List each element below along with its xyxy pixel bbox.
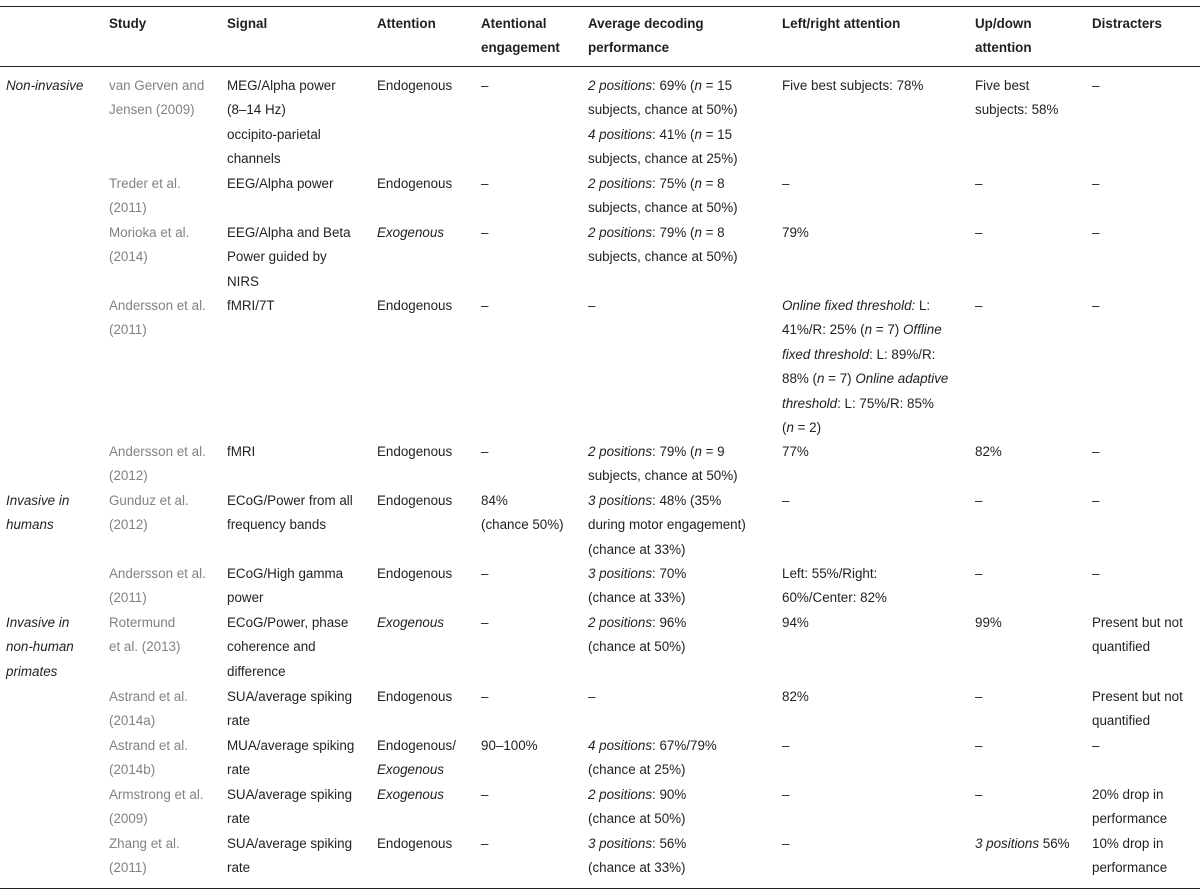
row-vangerven-updown: Five best subjects: 58%: [975, 78, 1059, 118]
row-vangerven-decoding: 2 positions: 69% (n = 15 subjects, chance at 50%) 4 positions: 41% (n = 15 subjects, chance at 25%): [588, 78, 738, 167]
row-andersson2012-engagement: –: [481, 444, 489, 459]
row-vangerven-attention: Endogenous: [377, 78, 453, 93]
row-rotermund-study: Rotermund et al. (2013): [109, 615, 181, 655]
row-andersson2011a-distracters: –: [1092, 298, 1100, 313]
row-andersson2011a-updown: –: [975, 298, 983, 313]
row-treder-study: Treder et al. (2011): [109, 176, 181, 216]
row-astrand2014b-decoding: 4 positions: 67%/79% (chance at 25%): [588, 738, 717, 778]
row-gunduz-leftright: –: [782, 493, 790, 508]
row-astrand2014b-distracters: –: [1092, 738, 1100, 753]
header-updown: Up/down attention: [975, 16, 1032, 56]
row-gunduz-study: Gunduz et al. (2012): [109, 493, 189, 533]
row-morioka-decoding: 2 positions: 79% (n = 8 subjects, chance at 50%): [588, 225, 738, 265]
row-astrand2014b-study: Astrand et al. (2014b): [109, 738, 188, 778]
row-morioka-leftright: 79%: [782, 225, 809, 240]
row-andersson2012-attention: Endogenous: [377, 444, 453, 459]
row-treder-decoding: 2 positions: 75% (n = 8 subjects, chance at 50%): [588, 176, 738, 216]
row-astrand2014b-leftright: –: [782, 738, 790, 753]
group-invasive-humans: Invasive in humans: [6, 493, 70, 533]
row-andersson2011b-study: Andersson et al. (2011): [109, 566, 206, 606]
row-andersson2011a-decoding: –: [588, 298, 596, 313]
row-vangerven-study: van Gerven and Jensen (2009): [109, 78, 205, 118]
row-treder-updown: –: [975, 176, 983, 191]
row-zhang-study: Zhang et al. (2011): [109, 836, 180, 876]
header-decoding: Average decoding performance: [588, 16, 704, 56]
row-andersson2011a-study: Andersson et al. (2011): [109, 298, 206, 338]
row-gunduz-engagement: 84% (chance 50%): [481, 493, 564, 533]
row-astrand2014a-distracters: Present but not quantified: [1092, 689, 1183, 729]
row-rotermund-signal: ECoG/Power, phase coherence and difference: [227, 615, 349, 679]
row-zhang-decoding: 3 positions: 56% (chance at 33%): [588, 836, 687, 876]
row-rotermund-leftright: 94%: [782, 615, 809, 630]
row-morioka-updown: –: [975, 225, 983, 240]
row-rotermund-engagement: –: [481, 615, 489, 630]
row-morioka-attention: Exogenous: [377, 225, 445, 240]
row-armstrong-attention: Exogenous: [377, 787, 445, 802]
row-armstrong-study: Armstrong et al. (2009): [109, 787, 204, 827]
row-rotermund-updown: 99%: [975, 615, 1002, 630]
row-zhang-leftright: –: [782, 836, 790, 851]
row-andersson2011a-leftright: Online fixed threshold: L: 41%/R: 25% (n = 7) Offline fixed threshold: L: 89%/R: 88% (n = 7) Online adaptive threshold: L: 75%/R: 85% (n = 2): [782, 298, 949, 436]
row-astrand2014b-engagement: 90–100%: [481, 738, 538, 753]
row-andersson2012-updown: 82%: [975, 444, 1002, 459]
row-astrand2014a-study: Astrand et al. (2014a): [109, 689, 188, 729]
row-andersson2011a-attention: Endogenous: [377, 298, 453, 313]
row-andersson2012-signal: fMRI: [227, 444, 256, 459]
row-gunduz-distracters: –: [1092, 493, 1100, 508]
row-vangerven-leftright: Five best subjects: 78%: [782, 78, 924, 93]
row-treder-distracters: –: [1092, 176, 1100, 191]
header-study: Study: [109, 16, 147, 31]
row-astrand2014a-leftright: 82%: [782, 689, 809, 704]
row-astrand2014b-updown: –: [975, 738, 983, 753]
row-andersson2011b-signal: ECoG/High gamma power: [227, 566, 344, 606]
row-rotermund-attention: Exogenous: [377, 615, 445, 630]
row-zhang-updown: 3 positions 56%: [975, 836, 1070, 851]
table-bottom-rule: [0, 888, 1200, 889]
row-andersson2012-study: Andersson et al. (2012): [109, 444, 206, 484]
row-treder-signal: EEG/Alpha power: [227, 176, 334, 191]
row-andersson2011b-decoding: 3 positions: 70% (chance at 33%): [588, 566, 687, 606]
table-header-rule: [0, 66, 1200, 67]
row-morioka-engagement: –: [481, 225, 489, 240]
header-signal: Signal: [227, 16, 268, 31]
row-astrand2014b-signal: MUA/average spiking rate: [227, 738, 355, 778]
row-andersson2011b-engagement: –: [481, 566, 489, 581]
row-treder-engagement: –: [481, 176, 489, 191]
row-zhang-engagement: –: [481, 836, 489, 851]
row-astrand2014a-engagement: –: [481, 689, 489, 704]
row-zhang-attention: Endogenous: [377, 836, 453, 851]
row-gunduz-decoding: 3 positions: 48% (35% during motor engagement) (chance at 33%): [588, 493, 746, 557]
header-leftright: Left/right attention: [782, 16, 901, 31]
row-morioka-signal: EEG/Alpha and Beta Power guided by NIRS: [227, 225, 351, 289]
row-armstrong-signal: SUA/average spiking rate: [227, 787, 353, 827]
header-engagement: Atentional engagement: [481, 16, 560, 56]
row-andersson2011b-distracters: –: [1092, 566, 1100, 581]
row-vangerven-engagement: –: [481, 78, 489, 93]
row-vangerven-signal: MEG/Alpha power (8–14 Hz) occipito-parietal channels: [227, 78, 336, 167]
row-andersson2011b-leftright: Left: 55%/Right: 60%/Center: 82%: [782, 566, 887, 606]
row-treder-attention: Endogenous: [377, 176, 453, 191]
group-noninvasive: Non-invasive: [6, 78, 84, 93]
row-morioka-distracters: –: [1092, 225, 1100, 240]
row-gunduz-attention: Endogenous: [377, 493, 453, 508]
row-vangerven-distracters: –: [1092, 78, 1100, 93]
row-rotermund-decoding: 2 positions: 96% (chance at 50%): [588, 615, 687, 655]
row-andersson2011a-engagement: –: [481, 298, 489, 313]
row-morioka-study: Morioka et al. (2014): [109, 225, 190, 265]
header-distracters: Distracters: [1092, 16, 1162, 31]
row-gunduz-updown: –: [975, 493, 983, 508]
row-armstrong-distracters: 20% drop in performance: [1092, 787, 1168, 827]
row-astrand2014a-signal: SUA/average spiking rate: [227, 689, 353, 729]
row-astrand2014a-attention: Endogenous: [377, 689, 453, 704]
row-zhang-signal: SUA/average spiking rate: [227, 836, 353, 876]
row-astrand2014a-decoding: –: [588, 689, 596, 704]
row-astrand2014a-updown: –: [975, 689, 983, 704]
row-rotermund-distracters: Present but not quantified: [1092, 615, 1183, 655]
row-armstrong-decoding: 2 positions: 90% (chance at 50%): [588, 787, 687, 827]
table-top-rule: [0, 6, 1200, 7]
row-armstrong-updown: –: [975, 787, 983, 802]
row-andersson2011b-updown: –: [975, 566, 983, 581]
row-gunduz-signal: ECoG/Power from all frequency bands: [227, 493, 353, 533]
row-andersson2011a-signal: fMRI/7T: [227, 298, 275, 313]
row-andersson2012-decoding: 2 positions: 79% (n = 9 subjects, chance at 50%): [588, 444, 738, 484]
header-attention: Attention: [377, 16, 436, 31]
row-andersson2012-distracters: –: [1092, 444, 1100, 459]
row-andersson2011b-attention: Endogenous: [377, 566, 453, 581]
row-treder-leftright: –: [782, 176, 790, 191]
row-astrand2014b-attention: Endogenous/ Exogenous: [377, 738, 456, 778]
row-zhang-distracters: 10% drop in performance: [1092, 836, 1168, 876]
group-invasive-primates: Invasive in non-human primates: [6, 615, 74, 679]
row-armstrong-engagement: –: [481, 787, 489, 802]
row-armstrong-leftright: –: [782, 787, 790, 802]
row-andersson2012-leftright: 77%: [782, 444, 809, 459]
